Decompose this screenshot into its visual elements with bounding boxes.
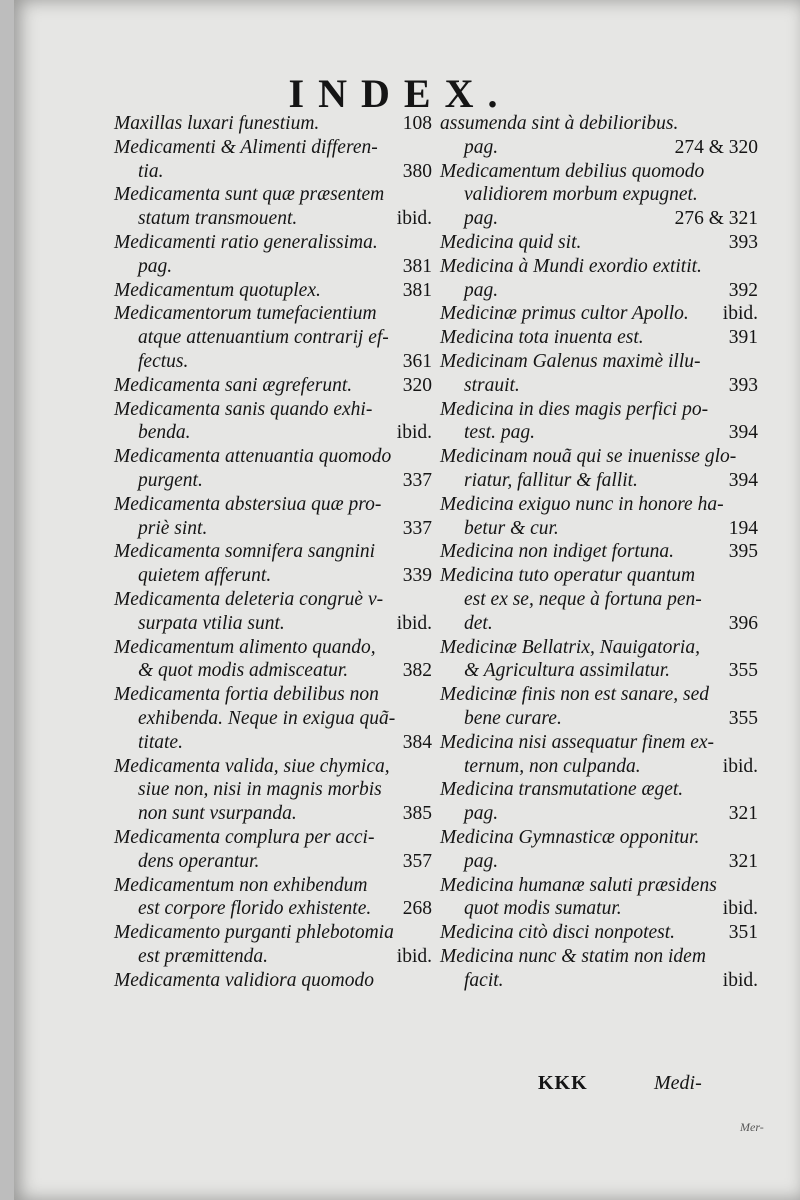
index-entry bbox=[440, 683, 758, 731]
index-entry-text: pag. bbox=[464, 208, 499, 230]
index-column-right bbox=[440, 112, 758, 992]
index-entry-line bbox=[114, 659, 432, 683]
index-entry bbox=[440, 445, 758, 493]
index-entry-text: Medicina non indiget fortuna. bbox=[440, 541, 674, 563]
index-entry bbox=[440, 398, 758, 446]
index-entry-line bbox=[114, 707, 432, 731]
index-entry-text: Medicinæ Bellatrix, Nauigatoria, bbox=[440, 636, 700, 658]
index-entry-text: Medicina citò disci nonpotest. bbox=[440, 922, 676, 944]
index-entry-page: ibid. bbox=[396, 945, 432, 967]
index-entry-text: Medicamenta complura per acci- bbox=[114, 826, 375, 848]
index-entry-text: titate. bbox=[138, 731, 183, 753]
index-entry-line bbox=[440, 493, 758, 517]
index-entry-text: Medicamentorum tumefacientium bbox=[114, 303, 377, 325]
index-entry-line bbox=[114, 112, 432, 136]
index-entry bbox=[440, 493, 758, 541]
index-entry-text: Medicamenta deleteria congruè v- bbox=[114, 588, 384, 610]
index-entry bbox=[114, 398, 432, 446]
index-entry-page: 321 bbox=[728, 850, 758, 872]
index-entry-line bbox=[114, 517, 432, 541]
index-entry-line bbox=[440, 160, 758, 184]
index-entry-text: Medicamenta attenuantia quomodo bbox=[114, 446, 392, 468]
index-entry-text: dens operantur. bbox=[138, 850, 260, 872]
index-entry-line bbox=[114, 231, 432, 255]
index-entry-page: 355 bbox=[728, 707, 758, 729]
index-entry-page: ibid. bbox=[722, 755, 758, 777]
index-entry-page: 321 bbox=[728, 803, 758, 825]
index-entry-page: ibid. bbox=[396, 422, 432, 444]
index-entry-line bbox=[114, 755, 432, 779]
index-entry-line bbox=[440, 350, 758, 374]
index-entry-text: pag. bbox=[464, 136, 499, 158]
index-entry-line bbox=[440, 874, 758, 898]
index-entry-line bbox=[114, 302, 432, 326]
index-entry-text: strauit. bbox=[464, 374, 520, 396]
index-entry bbox=[114, 874, 432, 922]
index-entry-line bbox=[114, 683, 432, 707]
index-entry bbox=[440, 112, 758, 160]
index-entry-text: fectus. bbox=[138, 350, 189, 372]
index-entry bbox=[114, 588, 432, 636]
index-entry bbox=[440, 564, 758, 635]
index-entry-text: test. pag. bbox=[464, 422, 535, 444]
index-entry-line bbox=[440, 279, 758, 303]
index-entry-line bbox=[440, 302, 758, 326]
index-entry-line bbox=[440, 683, 758, 707]
index-entry-text: Medicamentum alimento quando, bbox=[114, 636, 376, 658]
index-entry-line bbox=[440, 802, 758, 826]
index-entry-text: Medicina in dies magis perfici po- bbox=[440, 398, 709, 420]
index-entry-text: est ex se, neque à fortuna pen- bbox=[464, 588, 702, 610]
index-entry-text: Medicina quid sit. bbox=[440, 231, 582, 253]
index-entry-text: priè sint. bbox=[138, 517, 208, 539]
index-entry-text: Medicina nisi assequatur finem ex- bbox=[440, 731, 715, 753]
index-entry-text: Medicinam Galenus maximè illu- bbox=[440, 350, 701, 372]
index-entry-line bbox=[114, 160, 432, 184]
index-entry-line bbox=[440, 469, 758, 493]
index-entry-page: 361 bbox=[402, 350, 432, 372]
index-entry-page: 108 bbox=[402, 113, 432, 134]
index-entry-text: exhibenda. Neque in exigua quã- bbox=[138, 707, 396, 729]
index-entry-page: 393 bbox=[728, 374, 758, 396]
index-entry-text: Medicamentum non exhibendum bbox=[114, 874, 368, 896]
index-entry-page: 381 bbox=[402, 279, 432, 301]
index-entry bbox=[440, 874, 758, 922]
index-entry-page: 337 bbox=[402, 517, 432, 539]
index-entry-line bbox=[440, 445, 758, 469]
index-entry-page: ibid. bbox=[396, 208, 432, 230]
index-entry bbox=[114, 231, 432, 279]
index-entry-text: Maxillas luxari funestium. bbox=[114, 113, 320, 134]
index-entry-text: Medicinæ finis non est sanare, sed bbox=[440, 684, 710, 706]
signature-mark: KKK bbox=[538, 1072, 588, 1094]
index-entry bbox=[114, 183, 432, 231]
index-entry-text: Medicinæ primus cultor Apollo. bbox=[440, 303, 689, 325]
index-entry-page: 268 bbox=[402, 898, 432, 920]
index-entry-text: & quot modis admisceatur. bbox=[138, 660, 349, 682]
index-entry-line bbox=[440, 112, 758, 136]
index-entry-text: est præmittenda. bbox=[138, 945, 268, 967]
index-entry-line bbox=[114, 493, 432, 517]
index-entry-text: Medicina exiguo nunc in honore ha- bbox=[440, 493, 724, 515]
index-entry-line bbox=[440, 969, 758, 993]
index-entry-text: quot modis sumatur. bbox=[464, 898, 622, 920]
index-entry-line bbox=[114, 421, 432, 445]
index-entry bbox=[114, 969, 432, 993]
index-entry-text: Medicamenta sanis quando exhi- bbox=[114, 398, 373, 420]
index-entry-line bbox=[114, 255, 432, 279]
index-entry-line bbox=[440, 183, 758, 207]
index-entry-line bbox=[114, 350, 432, 374]
index-entry-page: ibid. bbox=[722, 898, 758, 920]
index-entry bbox=[114, 493, 432, 541]
index-entry-line bbox=[440, 421, 758, 445]
index-entry bbox=[114, 755, 432, 826]
index-entry-line bbox=[114, 802, 432, 826]
index-entry bbox=[440, 636, 758, 684]
index-entry-line bbox=[440, 612, 758, 636]
index-entry bbox=[440, 921, 758, 945]
index-entry bbox=[440, 826, 758, 874]
index-entry-line bbox=[440, 207, 758, 231]
index-entry-page: 381 bbox=[402, 255, 432, 277]
index-entry-text: pag. bbox=[464, 850, 499, 872]
index-entry bbox=[114, 921, 432, 969]
index-entry-page: 355 bbox=[728, 660, 758, 682]
index-entry-line bbox=[440, 755, 758, 779]
index-entry bbox=[114, 445, 432, 493]
index-entry bbox=[440, 945, 758, 993]
index-entry bbox=[440, 160, 758, 231]
index-entry bbox=[114, 540, 432, 588]
index-entry-page: 337 bbox=[402, 469, 432, 491]
index-entry-line bbox=[440, 850, 758, 874]
index-entry-line bbox=[114, 183, 432, 207]
index-entry-line bbox=[440, 731, 758, 755]
index-entry-text: riatur, fallitur & fallit. bbox=[464, 469, 638, 491]
index-entry-text: Medicina tota inuenta est. bbox=[440, 327, 644, 349]
index-entry bbox=[114, 112, 432, 136]
index-entry-text: Medicamenta somnifera sangnini bbox=[114, 541, 376, 563]
index-entry-text: atque attenuantium contrarij ef- bbox=[138, 327, 389, 349]
index-entry-text: Medicamenta sani ægreferunt. bbox=[114, 374, 353, 396]
index-entry-text: validiorem morbum expugnet. bbox=[464, 184, 698, 206]
index-entry-page: 339 bbox=[402, 565, 432, 587]
index-entry-text: tia. bbox=[138, 160, 164, 182]
index-entry-line bbox=[440, 636, 758, 660]
index-entry-page: 194 bbox=[728, 517, 758, 539]
index-entry-page: 391 bbox=[728, 327, 758, 349]
index-entry-line bbox=[440, 398, 758, 422]
index-entry-text: est corpore florido exhistente. bbox=[138, 898, 372, 920]
index-entry bbox=[440, 302, 758, 326]
index-entry-text: Medicamentum debilius quomodo bbox=[440, 160, 705, 182]
index-entry bbox=[114, 636, 432, 684]
page-footer bbox=[0, 1072, 800, 1102]
index-entry-line bbox=[114, 778, 432, 802]
index-entry-page: 351 bbox=[728, 922, 758, 944]
index-entry-line bbox=[440, 231, 758, 255]
index-entry-line bbox=[114, 612, 432, 636]
index-entry-line bbox=[440, 707, 758, 731]
index-entry-line bbox=[114, 279, 432, 303]
index-entry-line bbox=[440, 778, 758, 802]
index-entry-text: assumenda sint à debilioribus. bbox=[440, 113, 679, 134]
index-entry-line bbox=[114, 445, 432, 469]
index-entry-line bbox=[440, 826, 758, 850]
index-entry bbox=[440, 540, 758, 564]
index-entry bbox=[440, 255, 758, 303]
index-entry-text: pag. bbox=[464, 803, 499, 825]
index-entry-text: det. bbox=[464, 612, 493, 634]
index-entry-line bbox=[114, 136, 432, 160]
index-entry-text: Medicamenti ratio generalissima. bbox=[114, 231, 378, 253]
index-entry-page: 392 bbox=[728, 279, 758, 301]
index-entry-page: 320 bbox=[402, 374, 432, 396]
index-entry-line bbox=[440, 517, 758, 541]
index-entry-line bbox=[114, 731, 432, 755]
index-entry-line bbox=[114, 945, 432, 969]
index-entry-page: 384 bbox=[402, 731, 432, 753]
index-entry-text: & Agricultura assimilatur. bbox=[464, 660, 671, 682]
index-entry-line bbox=[114, 636, 432, 660]
index-entry-line bbox=[440, 659, 758, 683]
index-entry bbox=[440, 350, 758, 398]
index-entry bbox=[114, 136, 432, 184]
index-entry-line bbox=[114, 469, 432, 493]
catchword: Medi- bbox=[654, 1072, 702, 1094]
index-entry-page: 395 bbox=[728, 541, 758, 563]
index-entry-text: siue non, nisi in magnis morbis bbox=[138, 779, 382, 801]
index-entry-page: 393 bbox=[728, 231, 758, 253]
index-entry-text: Medicina Gymnasticæ opponitur. bbox=[440, 826, 700, 848]
index-entry-line bbox=[114, 207, 432, 231]
index-entry-line bbox=[114, 850, 432, 874]
index-entry-page: ibid. bbox=[396, 612, 432, 634]
index-entry-text: Medicina nunc & statim non idem bbox=[440, 945, 706, 967]
index-entry bbox=[440, 231, 758, 255]
index-entry-page: 394 bbox=[728, 422, 758, 444]
index-entry-page: 394 bbox=[728, 469, 758, 491]
index-entry bbox=[440, 778, 758, 826]
index-entry-line bbox=[440, 255, 758, 279]
index-entry-page: 380 bbox=[402, 160, 432, 182]
index-entry-page: 396 bbox=[728, 612, 758, 634]
index-entry-page: 382 bbox=[402, 660, 432, 682]
index-entry bbox=[114, 826, 432, 874]
index-entry-text: Medicina transmutatione æget. bbox=[440, 779, 684, 801]
index-entry bbox=[114, 279, 432, 303]
index-entry-page: 385 bbox=[402, 803, 432, 825]
index-entry-line bbox=[114, 826, 432, 850]
index-entry-text: facit. bbox=[464, 969, 504, 991]
index-entry bbox=[114, 374, 432, 398]
index-entry-text: benda. bbox=[138, 422, 191, 444]
index-entry-line bbox=[114, 540, 432, 564]
index-entry-line bbox=[114, 374, 432, 398]
index-entry-text: surpata vtilia sunt. bbox=[138, 612, 285, 634]
index-entry-text: ternum, non culpanda. bbox=[464, 755, 641, 777]
index-entry-page: ibid. bbox=[722, 303, 758, 325]
index-entry bbox=[114, 683, 432, 754]
index-column-left bbox=[114, 112, 432, 992]
index-entry-line bbox=[440, 326, 758, 350]
index-entry-text: Medicamenta abstersiua quæ pro- bbox=[114, 493, 382, 515]
index-entry-text: Medicina tuto operatur quantum bbox=[440, 565, 696, 587]
index-entry-line bbox=[440, 897, 758, 921]
index-entry-text: betur & cur. bbox=[464, 517, 559, 539]
index-entry-text: Medicamentum quotuplex. bbox=[114, 279, 321, 301]
index-entry-text: quietem afferunt. bbox=[138, 565, 272, 587]
index-entry-line bbox=[440, 945, 758, 969]
index-entry-line bbox=[114, 398, 432, 422]
index-entry-line bbox=[114, 564, 432, 588]
index-entry bbox=[114, 302, 432, 373]
index-entry-page: 357 bbox=[402, 850, 432, 872]
index-entry-text: Medicamento purganti phlebotomia bbox=[114, 922, 394, 944]
index-entry-page: 274 & 320 bbox=[674, 136, 758, 158]
index-entry-line bbox=[440, 136, 758, 160]
index-entry-page: 276 & 321 bbox=[674, 208, 758, 230]
index-entry-text: Medicina à Mundi exordio extitit. bbox=[440, 255, 702, 277]
index-entry-line bbox=[440, 588, 758, 612]
index-entry-text: Medicamenta fortia debilibus non bbox=[114, 684, 379, 706]
index-entry-line bbox=[114, 874, 432, 898]
index-entry-line bbox=[114, 969, 432, 993]
page-header: INDEX. bbox=[288, 71, 512, 116]
index-entry-text: Medicina humanæ saluti præsidens bbox=[440, 874, 717, 896]
bleed-through-text: Mer- bbox=[740, 1120, 764, 1134]
index-entry-line bbox=[440, 921, 758, 945]
index-entry-text: Medicamenti & Alimenti differen- bbox=[114, 136, 378, 158]
index-entry-line bbox=[114, 326, 432, 350]
index-entry bbox=[440, 731, 758, 779]
index-entry-line bbox=[440, 374, 758, 398]
index-entry-line bbox=[114, 588, 432, 612]
index-entry-line bbox=[440, 540, 758, 564]
index-entry-line bbox=[114, 897, 432, 921]
index-entry-text: Medicinam nouã qui se inuenisse glo- bbox=[440, 446, 737, 468]
index-entry-text: non sunt vsurpanda. bbox=[138, 803, 297, 825]
index-entry-text: bene curare. bbox=[464, 707, 562, 729]
index-entry-text: Medicamenta validiora quomodo bbox=[114, 969, 374, 991]
index-entry-line bbox=[440, 564, 758, 588]
index-entry-text: Medicamenta sunt quæ præsentem bbox=[114, 184, 385, 206]
index-entry-text: pag. bbox=[464, 279, 499, 301]
index-entry-page: ibid. bbox=[722, 969, 758, 991]
index-entry-text: statum transmouent. bbox=[138, 208, 298, 230]
index-entry-text: pag. bbox=[138, 255, 173, 277]
index-entry-text: purgent. bbox=[138, 469, 203, 491]
index-entry bbox=[440, 326, 758, 350]
index-entry-line bbox=[114, 921, 432, 945]
index-entry-text: Medicamenta valida, siue chymica, bbox=[114, 755, 390, 777]
